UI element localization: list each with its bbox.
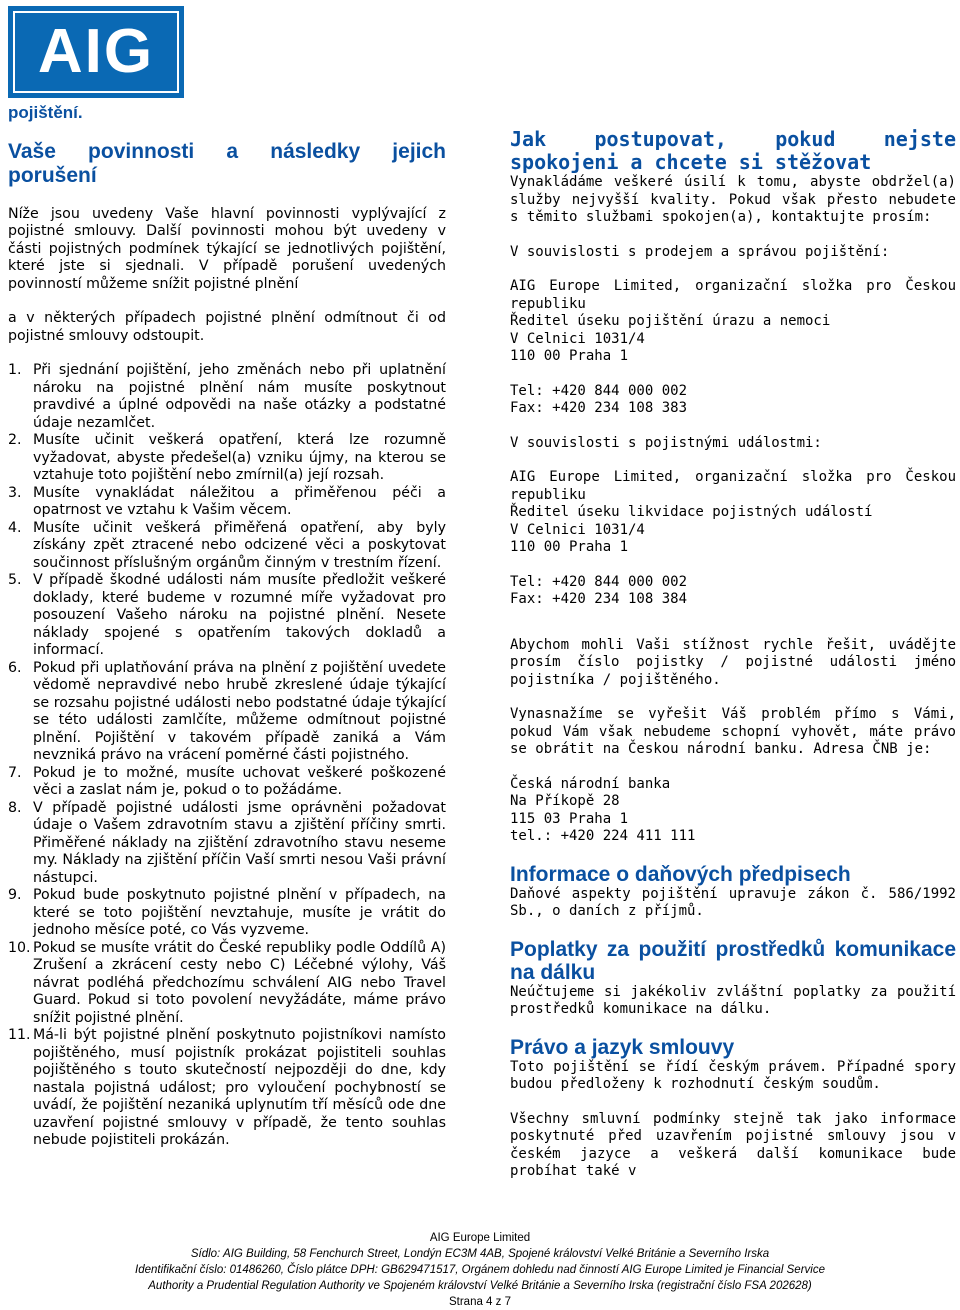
list-item [8, 362, 446, 432]
address-name: Česká národní banka [510, 775, 671, 792]
list-item-number: 5. [8, 572, 22, 588]
list-item [8, 800, 446, 888]
list-item [8, 432, 446, 485]
list-item-text: Musíte učinit veškerá přiměřená opatření, aby byly získány zpět ztracené nebo odcizené věci a poskytovat součinnost příslušným orgánům činným v trestním řízení. [33, 519, 446, 571]
language-text: Všechny smluvní podmínky stejně tak jako informace poskytnuté před uzavřením pojistné smlouvy jsou v českém jazyce a veškerá další komunikace bude probíhat také v [510, 1110, 956, 1179]
spacer [510, 418, 956, 435]
spacer [510, 759, 956, 776]
spacer [510, 557, 956, 574]
spacer [510, 452, 956, 469]
cnb-address [510, 776, 956, 846]
list-item [8, 660, 446, 765]
spacer [510, 609, 956, 637]
complaint-note: Abychom mohli Vaši stížnost rychle řešit, uvádějte prosím číslo pojistky / pojistné události jméno pojistníka / pojištěného. [510, 636, 956, 688]
list-item-text: V případě pojistné události jsme oprávněni požadovat údaje o Vašem zdravotním stavu a zjištění příčiny smrti. Přiměřené náklady na zjištění zdravotního stavu neseme my. Náklady na zjištění příčin Vaší smrti nesou Vaši právní nástupci. [33, 799, 446, 886]
address-street: Na Příkopě 28 [510, 793, 620, 809]
aig-logo-frame [13, 11, 179, 93]
left-column [8, 104, 446, 1150]
sales-address [510, 278, 956, 366]
address-company: AIG Europe Limited, organizační složka pro Českou republiku [510, 278, 956, 312]
sales-fax: Fax: +420 234 108 383 [510, 400, 688, 416]
address-street: V Celnici 1031/4 [510, 330, 645, 347]
cnb-note: Vynasnažíme se vyřešit Váš problém přímo s Vámi, pokud Vám však nebudeme schopní vyhovět, máte právo se obrátit na Českou národní banku. Adresa ČNB je: [510, 706, 956, 757]
address-phone: tel.: +420 224 411 111 [510, 828, 696, 844]
sales-label: V souvislosti s prodejem a správou pojištění: [510, 243, 890, 260]
list-item [8, 1027, 446, 1150]
list-item [8, 940, 446, 1028]
tax-heading: Informace o daňových předpisech [510, 862, 851, 886]
list-item-text: Při sjednání pojištění, jeho změnách nebo při uplatnění nároku na pojistné plnění nám musíte poskytnout pravdivé a úplné odpovědi na naše otázky a podstatné údaje nezamlčet. [33, 362, 446, 431]
duties-list [8, 362, 446, 1150]
claims-phone: Tel: +420 844 000 002 [510, 573, 688, 590]
address-company: AIG Europe Limited, organizační složka pro Českou republiku [510, 469, 956, 503]
spacer [510, 921, 956, 938]
spacer [510, 846, 956, 863]
list-item [8, 485, 446, 520]
list-item-number: 9. [8, 887, 22, 903]
page-footer [0, 1230, 960, 1310]
obligations-intro: Níže jsou uvedeny Vaše hlavní povinnosti vyplývající z pojistné smlouvy. Další povinnosti mohou být uvedeny v části pojistných podmínek týkající se jednotlivých pojištění, které jste si sjednali. V případě porušení uvedených povinností můžeme snížit pojistné plnění [8, 205, 446, 292]
list-item-text: Pokud bude poskytnuto pojistné plnění v případech, na které se toto pojištění nevztahuje, musíte je vrátit do jednoho měsíce poté, co Vás vyzveme. [33, 887, 446, 938]
spacer [510, 227, 956, 244]
list-item-number: 3. [8, 484, 22, 501]
obligations-heading-line1: Vaše povinnosti a následky jejich [8, 139, 446, 163]
claims-label: V souvislosti s pojistnými událostmi: [510, 434, 822, 451]
claims-address [510, 469, 956, 557]
obligations-intro-cont: a v některých případech pojistné plnění odmítnout či od pojistné smlouvy odstoupit. [8, 310, 446, 344]
list-item-text: Musíte učinit veškerá opatření, která lze rozumně vyžadovat, abyste předešel(a) vzniku újmy, na kterou se vztahuje toto pojištění nebo zmírnil(a) její rozsah. [33, 432, 446, 483]
continued-fragment: pojištění. [8, 103, 83, 122]
spacer [510, 261, 956, 278]
obligations-heading [8, 140, 446, 188]
list-item-number: 1. [8, 362, 22, 378]
list-item-text: V případě škodné události nám musíte předložit veškeré doklady, které budeme v rozumné míře vyžadovat pro posouzení Vašeho nároku na pojistné plnění. Nesete náklady spojené s opatřením takových dokladů a informací. [33, 572, 446, 658]
spacer [510, 1094, 956, 1111]
list-item-text: Pokud je to možné, musíte uchovat veškeré poškozené věci a zaslat nám je, pokud o to požádáme. [33, 764, 446, 798]
address-department: Ředitel úseku likvidace pojistných událostí [510, 504, 873, 520]
list-item-number: 10. [8, 939, 31, 956]
list-item-number: 6. [8, 659, 22, 676]
list-item-text: Musíte vynakládat náležitou a přiměřenou péči a opatrnost ve vztahu k Vašim věcem. [33, 484, 446, 518]
complaints-heading: Jak postupovat, pokud nejste spokojeni a chcete si stěžovat [510, 127, 956, 174]
sales-phone: Tel: +420 844 000 002 [510, 382, 688, 399]
law-text: Toto pojištění se řídí českým právem. Případné spory budou předloženy k rozhodnutí českým soudům. [510, 1058, 956, 1092]
list-item [8, 572, 446, 660]
tax-text: Daňové aspekty pojištění upravuje zákon č. 586/1992 Sb., o daních z příjmů. [510, 885, 956, 919]
list-item-text: Má-li být pojistné plnění poskytnuto pojistníkovi namísto pojištěného, musí pojistník prokázat pojistiteli souhlas pojištěného s touto skutečností nejpozději do dne, kdy nastala pojistná událost; pro vyloučení pochybností se uvádí, že pojištění nezaniká uplynutím tří měsíců ode dne uzavření pojistné smlouvy v případě, že tento souhlas nebude pojistiteli prokázán. [33, 1027, 446, 1148]
list-item-number: 4. [8, 519, 22, 536]
page-number: Strana 4 z 7 [448, 1296, 511, 1308]
spacer [8, 293, 446, 310]
obligations-heading-line2: porušení [8, 163, 97, 187]
list-item [8, 520, 446, 573]
spacer [510, 366, 956, 383]
list-item-number: 11. [8, 1027, 31, 1043]
address-city: 110 00 Praha 1 [510, 539, 629, 555]
fees-text: Neúčtujeme si jakékoliv zvláštní poplatky za použití prostředků komunikace na dálku. [510, 983, 956, 1017]
list-item [8, 765, 446, 800]
footer-registered-office: Sídlo: AIG Building, 58 Fenchurch Street, Londýn EC3M 4AB, Spojené království Velké Británie a Severního Irska [190, 1248, 770, 1260]
address-department: Ředitel úseku pojištění úrazu a nemoci [510, 313, 831, 329]
address-city: 110 00 Praha 1 [510, 348, 629, 364]
list-item-text: Pokud při uplatňování práva na plnění z pojištění uvedete vědomě nepravdivé nebo hrubě zkreslené údaje týkající se rozsahu pojistné události nebo podstatné údaje týkající se této události zamlčíte, můžeme odmítnout pojistné plnění. Pojištění v takovém případě zaniká a Vám nevzniká právo na vrácení poměrné části pojistného. [33, 659, 446, 763]
list-item-number: 7. [8, 764, 22, 781]
address-street: V Celnici 1031/4 [510, 521, 645, 538]
right-column [510, 128, 956, 1181]
spacer [8, 345, 446, 362]
list-item-text: Pokud se musíte vrátit do České republiky podle Oddílů A) Zrušení a zkrácení cesty nebo C) Léčebné výlohy, Váš návrat podléhá předchozímu schválení AIG nebo Travel Guard. Pokud si toto povolení nevyžádáte, máme právo snížit pojistné plnění. [33, 939, 446, 1026]
footer-registration-line: Identifikační číslo: 01486260, Číslo plátce DPH: GB629471517, Orgánem dohledu nad činností AIG Europe Limited je Financial Service [135, 1264, 825, 1276]
aig-logo-text: AIG [37, 17, 155, 86]
footer-company: AIG Europe Limited [429, 1232, 531, 1244]
list-item-number: 8. [8, 799, 22, 816]
aig-logo [8, 6, 184, 98]
law-heading: Právo a jazyk smlouvy [510, 1035, 735, 1059]
address-city: 115 03 Praha 1 [510, 810, 629, 827]
spacer [510, 689, 956, 706]
claims-fax: Fax: +420 234 108 384 [510, 591, 688, 607]
fees-heading: Poplatky za použití prostředků komunikace na dálku [510, 937, 956, 984]
spacer [510, 1019, 956, 1036]
list-item-number: 2. [8, 432, 22, 448]
footer-regulation-line: Authority a Prudential Regulation Authority ve Spojeném království Velké Británie a Severního Irska (registrační číslo FSA 202628) [148, 1280, 812, 1292]
complaints-intro: Vynakládáme veškeré úsilí k tomu, abyste obdržel(a) služby nejvyšší kvality. Pokud však přesto nebudete s těmito službami spokojen(a), kontaktujte prosím: [510, 174, 956, 225]
list-item [8, 887, 446, 940]
